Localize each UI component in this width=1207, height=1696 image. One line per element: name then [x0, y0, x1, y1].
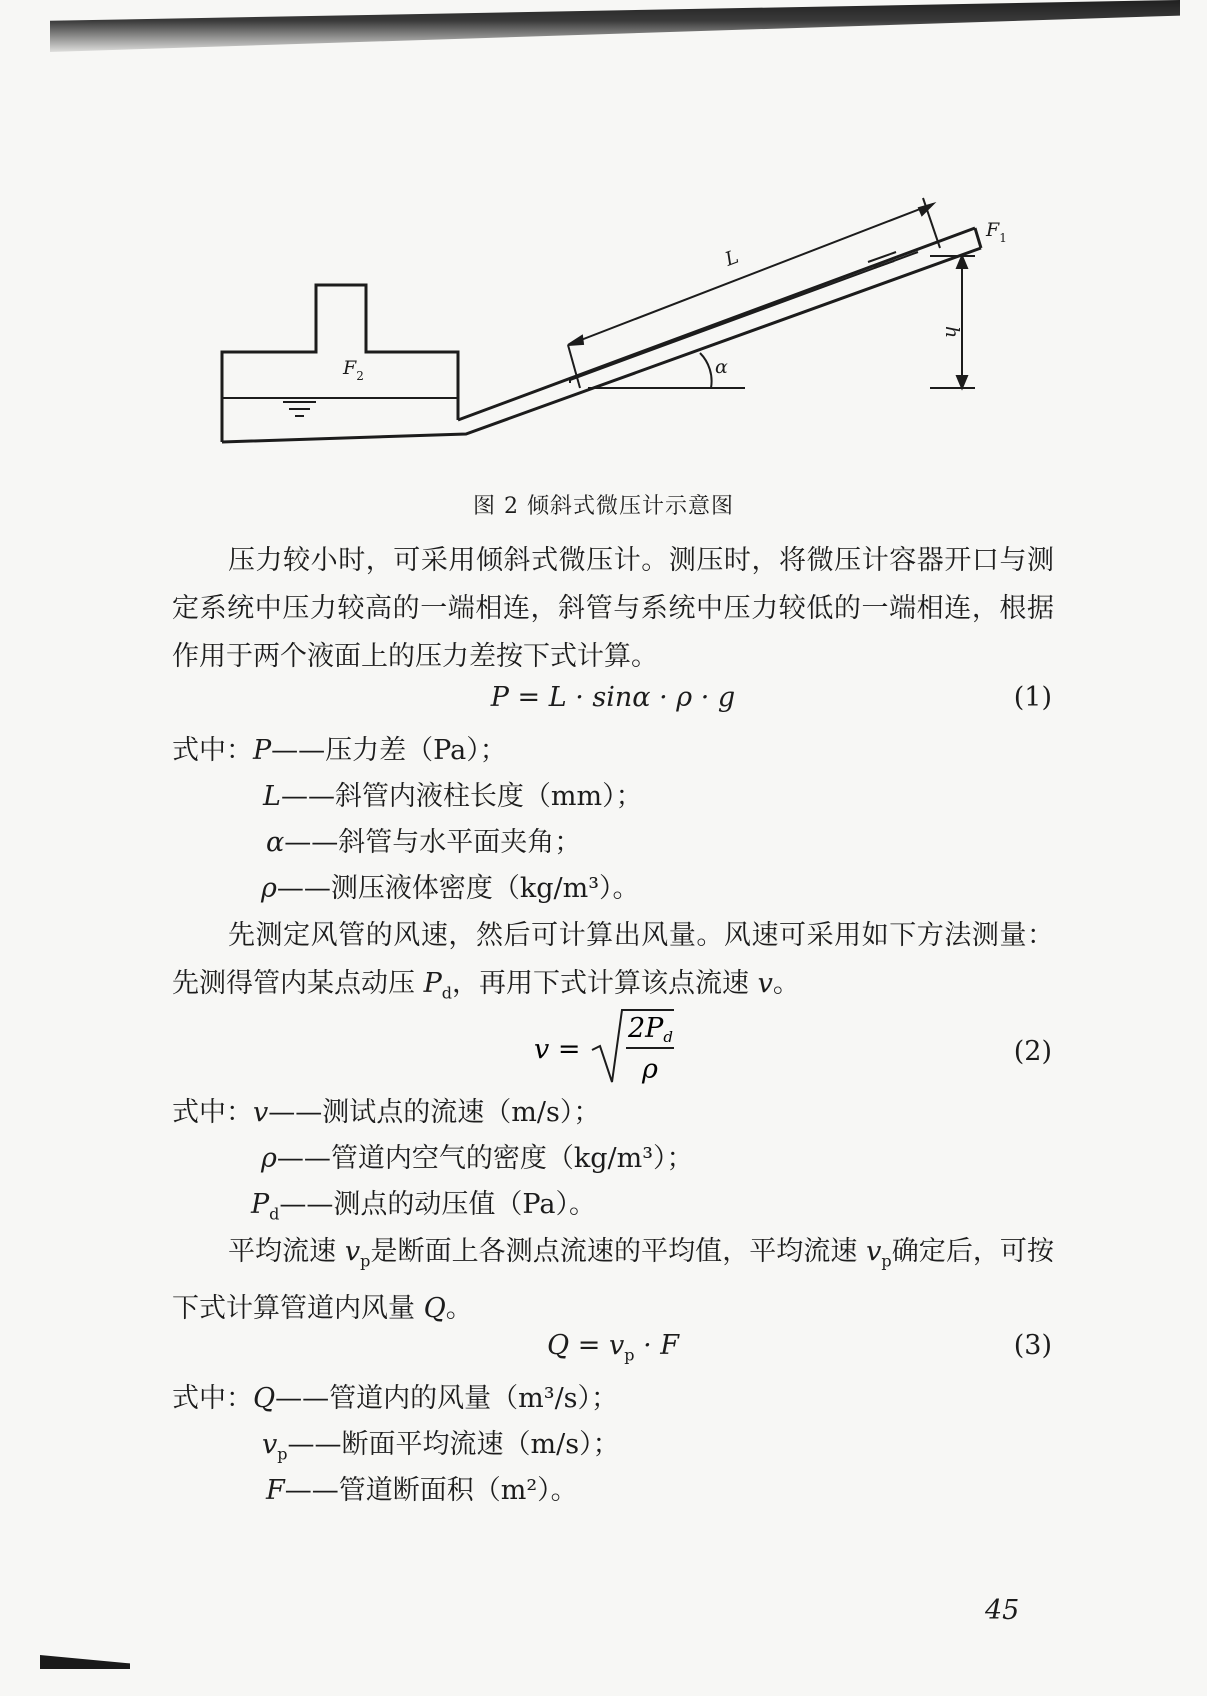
def-symbol: α: [266, 827, 285, 858]
label-F2: $F_2$: [343, 357, 364, 383]
def-symbol: Q: [253, 1383, 276, 1414]
paragraph-2-a: 先测定风管的风速，然后可计算出风量。风速可采用如下方法测量：先测得管内某点动压: [172, 920, 1054, 999]
equation-1-formula: P = L · sinα · ρ · g: [490, 682, 736, 713]
def-symbol: ρ: [261, 873, 277, 904]
dimension-L: [568, 198, 940, 388]
paragraph-3-a: 平均流速: [228, 1236, 345, 1267]
symbol-vp: v: [344, 1236, 361, 1267]
symbol-v: v: [757, 968, 773, 999]
def-rho: [261, 866, 640, 905]
dimension-h: [930, 256, 975, 388]
def-F: [266, 1468, 578, 1507]
def-vp: [262, 1422, 620, 1463]
equation-3-formula: $Q = v_p \cdot F$: [547, 1330, 679, 1365]
svg-text:ρ: ρ: [642, 1054, 658, 1085]
def-symbol-sub: p: [277, 1444, 288, 1464]
equation-3-number: (3): [1013, 1330, 1052, 1361]
def-symbol: P: [253, 735, 272, 766]
def-text: ——断面平均流速（m/s）；: [287, 1429, 620, 1460]
def-text: ——斜管内液柱长度（mm）；: [280, 781, 643, 812]
page-number: 45: [985, 1595, 1020, 1626]
paragraph-3-d: 。: [445, 1293, 473, 1325]
equation-1: [172, 678, 1054, 724]
equation-2-number: (2): [1013, 1036, 1052, 1067]
label-L: L: [722, 245, 742, 271]
equation-2: [172, 1002, 1054, 1088]
symbol-vp-sub: p: [360, 1251, 371, 1271]
paragraph-2-c: 。: [772, 968, 800, 999]
def-text: ——测试点的流速（m/s）；: [268, 1097, 601, 1128]
micromanometer-diagram: [0, 0, 1207, 500]
def-L: [263, 774, 643, 813]
def-symbol-sub: d: [269, 1204, 280, 1224]
symbol-Pd-sub: d: [441, 983, 453, 1003]
def-symbol: P: [251, 1189, 270, 1220]
def-prefix: 式中：: [172, 735, 253, 766]
def-prefix: 式中：: [172, 1383, 253, 1414]
water-surface-mark-container: [283, 402, 316, 416]
paragraph-1: 压力较小时，可采用倾斜式微压计。测压时，将微压计容器开口与测定系统中压力较高的一端相连，斜管与系统中压力较低的一端相连，根据作用于两个液面上的压力差按下式计算。: [172, 545, 1054, 672]
def-symbol: v: [262, 1429, 278, 1460]
def-symbol: F: [266, 1475, 285, 1506]
def-text: ——管道内的风量（m³/s）；: [275, 1383, 619, 1414]
paragraph-3: [172, 1228, 1054, 1333]
scan-shadow-bottom: [40, 1655, 130, 1669]
equation-2-formula: [534, 1002, 754, 1088]
def-text: ——管道断面积（m²）。: [284, 1475, 578, 1506]
def-text: ——测压液体密度（kg/m³）。: [276, 873, 640, 904]
def-Q: [172, 1376, 618, 1415]
equation-3: [172, 1326, 1054, 1372]
svg-text:2Pd: 2Pd: [628, 1013, 673, 1046]
manometer-outline: [222, 228, 981, 442]
def-P: [172, 728, 507, 767]
def-v: [172, 1090, 600, 1129]
paragraph-3-b: 是断面上各测点流速的平均值，平均流速: [370, 1236, 867, 1267]
symbol-vp-2-sub: p: [881, 1251, 892, 1271]
svg-text:v =: v =: [534, 1034, 581, 1065]
figure-caption: 图 2 倾斜式微压计示意图: [473, 494, 734, 519]
def-text: ——压力差（Pa）；: [271, 735, 507, 766]
def-text: ——斜管与水平面夹角；: [284, 827, 582, 858]
paragraph-2-b: ，再用下式计算该点流速: [452, 968, 758, 999]
label-F1: $F_1$: [986, 219, 1007, 245]
def-rho-air: [261, 1136, 694, 1175]
paragraph-3-c: 确定后，可按下式计算管道内风量: [172, 1236, 1054, 1325]
label-h: h: [941, 326, 963, 339]
def-alpha: [266, 820, 581, 859]
symbol-Q: Q: [423, 1293, 446, 1325]
symbol-Pd: P: [423, 968, 442, 999]
label-alpha: α: [715, 356, 728, 378]
symbol-vp-2: v: [866, 1236, 882, 1267]
def-text: ——管道内空气的密度（kg/m³）；: [276, 1143, 694, 1174]
def-text: ——测点的动压值（Pa）。: [279, 1189, 596, 1220]
def-symbol: ρ: [261, 1143, 277, 1174]
equation-1-number: (1): [1013, 682, 1052, 713]
def-symbol: L: [263, 781, 281, 812]
def-symbol: v: [253, 1097, 269, 1128]
def-prefix: 式中：: [172, 1097, 253, 1128]
def-Pd: [251, 1182, 596, 1223]
